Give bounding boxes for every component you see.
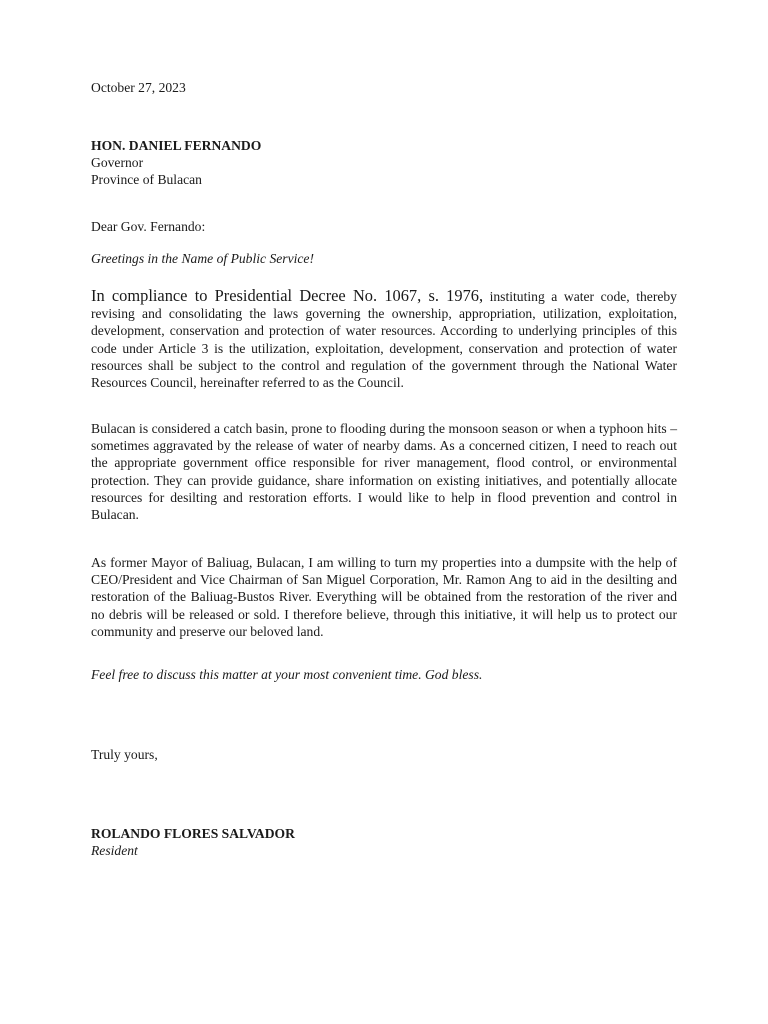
paragraph-flooding: Bulacan is considered a catch basin, prone to flooding during the monsoon season or when a typhoon hits – sometimes aggravated by the release of water of nearby dams. As a concerned citizen, I need to reach out the appropriate government office responsible for river management, flood control, or environmental protection. They can provide guidance, share information on existing initiatives, and potentially allocate resources for desilting and restoration efforts. I would like to help in flood prevention and control in Bulacan. <box>91 421 677 523</box>
closing-line: Feel free to discuss this matter at your most convenient time. God bless. <box>91 667 483 682</box>
salutation: Dear Gov. Fernando: <box>91 219 206 234</box>
letter-date: October 27, 2023 <box>91 80 186 95</box>
recipient-name: HON. DANIEL FERNANDO <box>91 138 262 153</box>
recipient-title: Governor <box>91 155 144 170</box>
paragraph-legal-basis-body: instituting a water code, thereby revising and consolidating the laws governing the ownership, appropriation, utilization, exploitation, development, conservation and protection of water resources. According to underlying principles of this code under Article 3 is the utilization, exploitation, development, conservation and protection of water resources shall be subject to the control and regulation of the government through the National Water Resources Council, hereinafter referred to as the Council. <box>91 289 677 391</box>
greeting-line: Greetings in the Name of Public Service! <box>91 251 314 266</box>
paragraph-legal-basis <box>91 287 677 391</box>
paragraph-legal-basis-lead: In compliance to Presidential Decree No. 1067, s. 1976, <box>91 286 484 305</box>
sender-title: Resident <box>91 843 138 858</box>
sender-name: ROLANDO FLORES SALVADOR <box>91 826 295 841</box>
valediction: Truly yours, <box>91 747 158 762</box>
paragraph-proposal: As former Mayor of Baliuag, Bulacan, I am willing to turn my properties into a dumpsite with the help of CEO/President and Vice Chairman of San Miguel Corporation, Mr. Ramon Ang to aid in the desilting and restoration of the Baliuag-Bustos River. Everything will be obtained from the restoration of the river and no debris will be released or sold. I therefore believe, through this initiative, it will help us to protect our community and preserve our beloved land. <box>91 555 677 639</box>
recipient-office: Province of Bulacan <box>91 172 202 187</box>
